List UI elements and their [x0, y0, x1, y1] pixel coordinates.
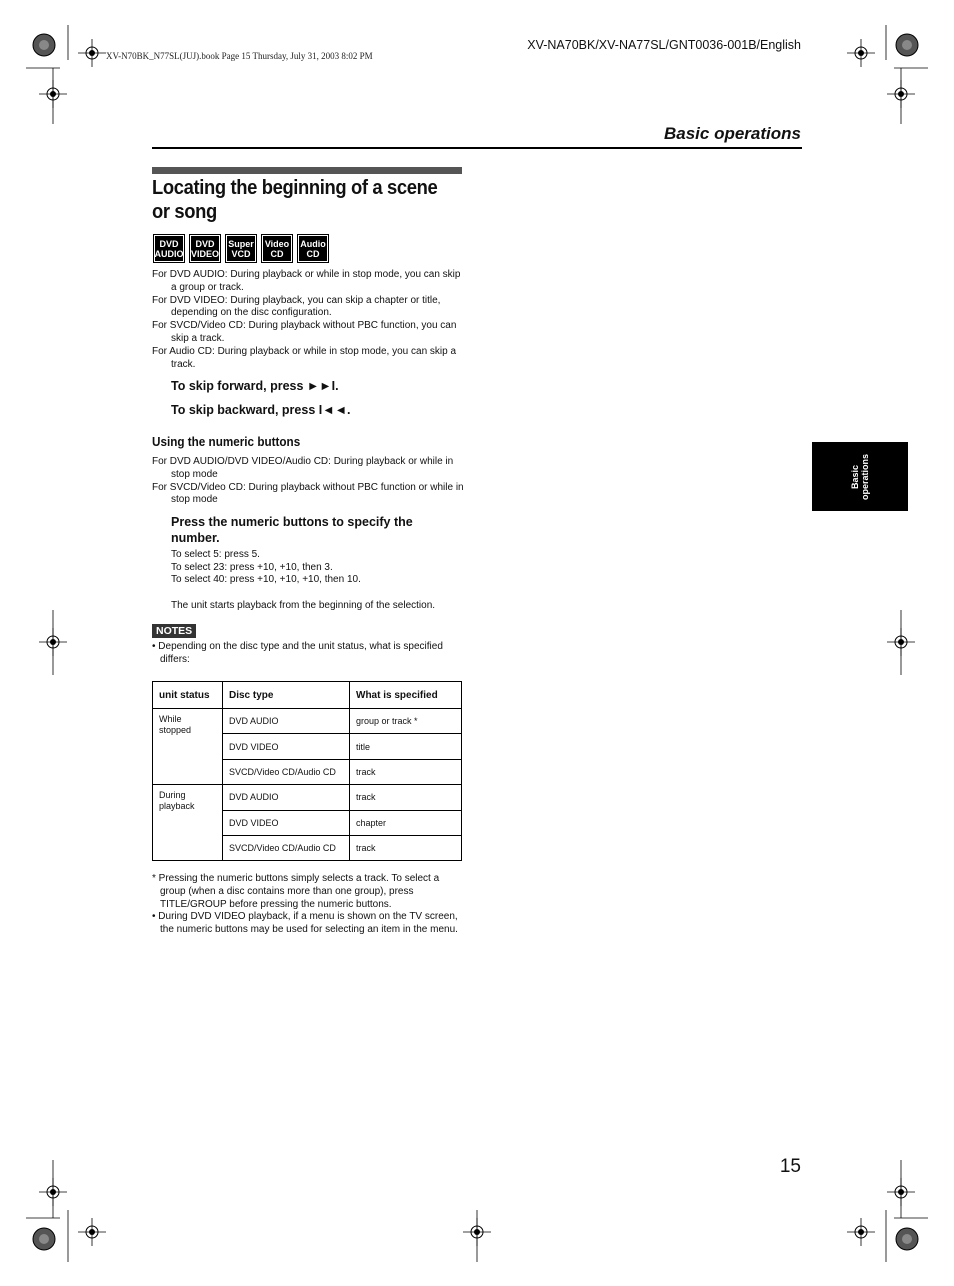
table-cell: SVCD/Video CD/Audio CD [223, 759, 350, 784]
example-5: To select 5: press 5. [171, 549, 260, 560]
table-cell: group or track * [350, 709, 462, 734]
numeric-intro-svcd: For SVCD/Video CD: During playback without PBC function or while in stop mode [152, 481, 464, 506]
table-row [153, 785, 462, 810]
intro-text [152, 269, 464, 371]
table-cell: SVCD/Video CD/Audio CD [223, 835, 350, 860]
table-cell: track [350, 835, 462, 860]
disc-icons [153, 234, 329, 263]
skip-backward-instruction: To skip backward, press I◄◄. [171, 403, 351, 417]
intro-audio-cd: For Audio CD: During playback or while in stop mode, you can skip a track. [152, 345, 457, 370]
example-40: To select 40: press +10, +10, +10, then 10. [171, 574, 361, 586]
table-cell: DVD VIDEO [223, 810, 350, 835]
intro-dvd-video: For DVD VIDEO: During playback, you can skip a chapter or title, depending on the disc configuration. [152, 294, 441, 319]
section-title: Basic operations [664, 124, 801, 143]
table-cell-status: While stopped [153, 709, 223, 785]
intro-svcd: For SVCD/Video CD: During playback without PBC function, you can skip a track. [152, 320, 457, 344]
table-cell: track [350, 785, 462, 810]
numeric-intro [152, 456, 464, 507]
table-header-row [153, 682, 462, 709]
numeric-buttons-heading: Using the numeric buttons [152, 434, 301, 449]
starts-playback-text: The unit starts playback from the beginning of the selection. [171, 600, 436, 611]
examples [171, 549, 361, 587]
table-cell: DVD AUDIO [223, 785, 350, 810]
skip-forward-instruction: To skip forward, press ►►I. [171, 379, 339, 393]
page-number: 15 [779, 1156, 801, 1177]
dvd-audio-icon: DVD AUDIO [153, 234, 185, 263]
page-heading: Locating the beginning of a scene or song [152, 177, 438, 223]
audio-cd-icon: Audio CD [297, 234, 329, 263]
example-23: To select 23: press +10, +10, then 3. [171, 561, 333, 573]
table-header: Disc type [223, 682, 350, 709]
table-cell: chapter [350, 810, 462, 835]
table-row [153, 709, 462, 734]
table-header: unit status [153, 682, 223, 709]
footnotes [152, 873, 464, 937]
numeric-intro-dvd: For DVD AUDIO/DVD VIDEO/Audio CD: During playback or while in stop mode [152, 456, 454, 480]
video-cd-icon: Video CD [261, 234, 293, 263]
dvd-video-icon: DVD VIDEO [189, 234, 221, 263]
super-vcd-icon: Super VCD [225, 234, 257, 263]
press-numeric-instruction: Press the numeric buttons to specify the number. [171, 515, 413, 545]
note-text: • Depending on the disc type and the unit status, what is specified differs: [152, 641, 443, 665]
notes-badge: NOTES [152, 624, 196, 638]
table-cell: DVD AUDIO [223, 709, 350, 734]
model-number: XV-NA70BK/XV-NA77SL/GNT0036-001B/English [527, 38, 801, 52]
table-cell: title [350, 734, 462, 759]
section-rule [152, 147, 802, 149]
status-table [152, 681, 462, 861]
footnote-group: * Pressing the numeric buttons simply selects a track. To select a group (when a disc contains more than one group), press TITLE/GROUP before pressing the numeric buttons. [152, 873, 440, 910]
side-section-tab [812, 442, 908, 511]
intro-dvd-audio: For DVD AUDIO: During playback or while in stop mode, you can skip a group or track. [152, 269, 461, 293]
table-cell-status: During playback [153, 785, 223, 861]
side-tab-label: Basic operations [850, 453, 870, 500]
footnote-menu: • During DVD VIDEO playback, if a menu is shown on the TV screen, the numeric buttons may be used for selecting an item in the menu. [152, 911, 458, 936]
table-header: What is specified [350, 682, 462, 709]
heading-bar [152, 167, 462, 174]
book-info-line: XV-N70BK_N77SL(JUJ).book Page 15 Thursday, July 31, 2003 8:02 PM [106, 51, 373, 61]
table-cell: track [350, 759, 462, 784]
table-cell: DVD VIDEO [223, 734, 350, 759]
